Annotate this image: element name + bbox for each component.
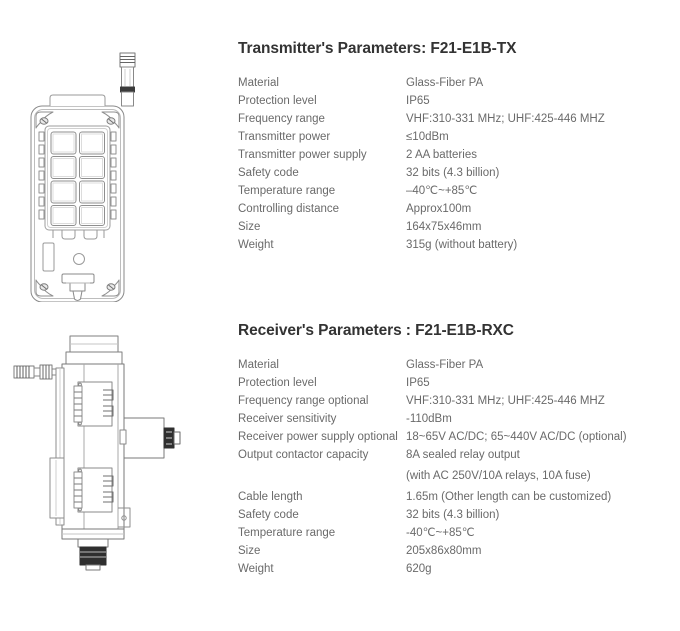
spec-label: Temperature range	[238, 527, 336, 539]
spec-label: Controlling distance	[238, 203, 340, 215]
spec-label: Protection level	[238, 377, 317, 389]
table-row	[238, 204, 674, 222]
spec-value: 1.65m (Other length can be customized)	[406, 491, 612, 503]
spec-value: (with AC 250V/10A relays, 10A fuse)	[406, 470, 591, 482]
receiver-line-drawing	[0, 322, 232, 574]
spec-value: 32 bits (4.3 billion)	[406, 167, 500, 179]
table-row	[238, 396, 674, 414]
spec-label: Weight	[238, 239, 274, 251]
spec-label: Transmitter power supply	[238, 149, 367, 161]
spec-label: Temperature range	[238, 185, 336, 197]
spec-label: Receiver sensitivity	[238, 413, 337, 425]
spec-label: Output contactor capacity	[238, 449, 369, 461]
spec-value: –40℃~+85℃	[406, 185, 478, 197]
spec-label: Material	[238, 77, 279, 89]
spec-label: Frequency range optional	[238, 395, 369, 407]
spec-value: 18~65V AC/DC; 65~440V AC/DC (optional)	[406, 431, 627, 443]
spec-value: 315g (without battery)	[406, 239, 518, 251]
spec-value: 2 AA batteries	[406, 149, 477, 161]
spec-label: Safety code	[238, 167, 299, 179]
transmitter-spec-table	[238, 78, 674, 258]
table-row	[238, 132, 674, 150]
spec-value: -110dBm	[406, 413, 452, 425]
receiver-figure	[0, 322, 232, 574]
spec-value: VHF:310-331 MHz; UHF:425-446 MHZ	[406, 113, 605, 125]
spec-label: Material	[238, 359, 279, 371]
table-row	[238, 114, 674, 132]
spec-label: Weight	[238, 563, 274, 575]
receiver-heading: Receiver's Parameters : F21-E1B-RXC	[238, 322, 514, 339]
table-row	[238, 168, 674, 186]
table-row	[238, 528, 674, 546]
spec-label: Cable length	[238, 491, 303, 503]
spec-label: Receiver power supply optional	[238, 431, 398, 443]
table-row	[238, 240, 674, 258]
spec-value: 32 bits (4.3 billion)	[406, 509, 500, 521]
spec-label: Protection level	[238, 95, 317, 107]
spec-value: Approx100m	[406, 203, 472, 215]
spec-label: Frequency range	[238, 113, 325, 125]
table-row	[238, 432, 674, 450]
spec-label	[238, 468, 406, 489]
spec-value: 8A sealed relay output	[406, 449, 520, 461]
spec-value: -40℃~+85℃	[406, 527, 475, 539]
table-row	[238, 150, 674, 168]
spec-value: IP65	[406, 377, 430, 389]
table-row	[238, 78, 674, 96]
table-row-continuation	[238, 468, 674, 489]
table-row	[238, 510, 674, 528]
transmitter-spec-block	[238, 40, 674, 258]
spec-value: 205x86x80mm	[406, 545, 482, 557]
table-row	[238, 378, 674, 396]
table-row	[238, 546, 674, 564]
receiver-spec-table	[238, 360, 674, 582]
table-row	[238, 450, 674, 468]
spec-value: IP65	[406, 95, 430, 107]
receiver-spec-block	[238, 322, 674, 582]
table-row	[238, 96, 674, 114]
spec-value: 164x75x46mm	[406, 221, 482, 233]
spec-label: Safety code	[238, 509, 299, 521]
transmitter-line-drawing	[0, 40, 232, 302]
spec-value: Glass-Fiber PA	[406, 359, 484, 371]
transmitter-figure	[0, 40, 232, 302]
table-row	[238, 492, 674, 510]
transmitter-heading: Transmitter's Parameters: F21-E1B-TX	[238, 40, 517, 57]
table-row	[238, 186, 674, 204]
spec-label: Size	[238, 221, 261, 233]
spec-value: VHF:310-331 MHz; UHF:425-446 MHZ	[406, 395, 605, 407]
table-row	[238, 222, 674, 240]
table-row	[238, 360, 674, 378]
table-row	[238, 414, 674, 432]
spec-label: Transmitter power	[238, 131, 331, 143]
table-row	[238, 564, 674, 582]
spec-value: 620g	[406, 563, 432, 575]
spec-value: ≤10dBm	[406, 131, 449, 143]
spec-value: Glass-Fiber PA	[406, 77, 484, 89]
spec-label: Size	[238, 545, 261, 557]
